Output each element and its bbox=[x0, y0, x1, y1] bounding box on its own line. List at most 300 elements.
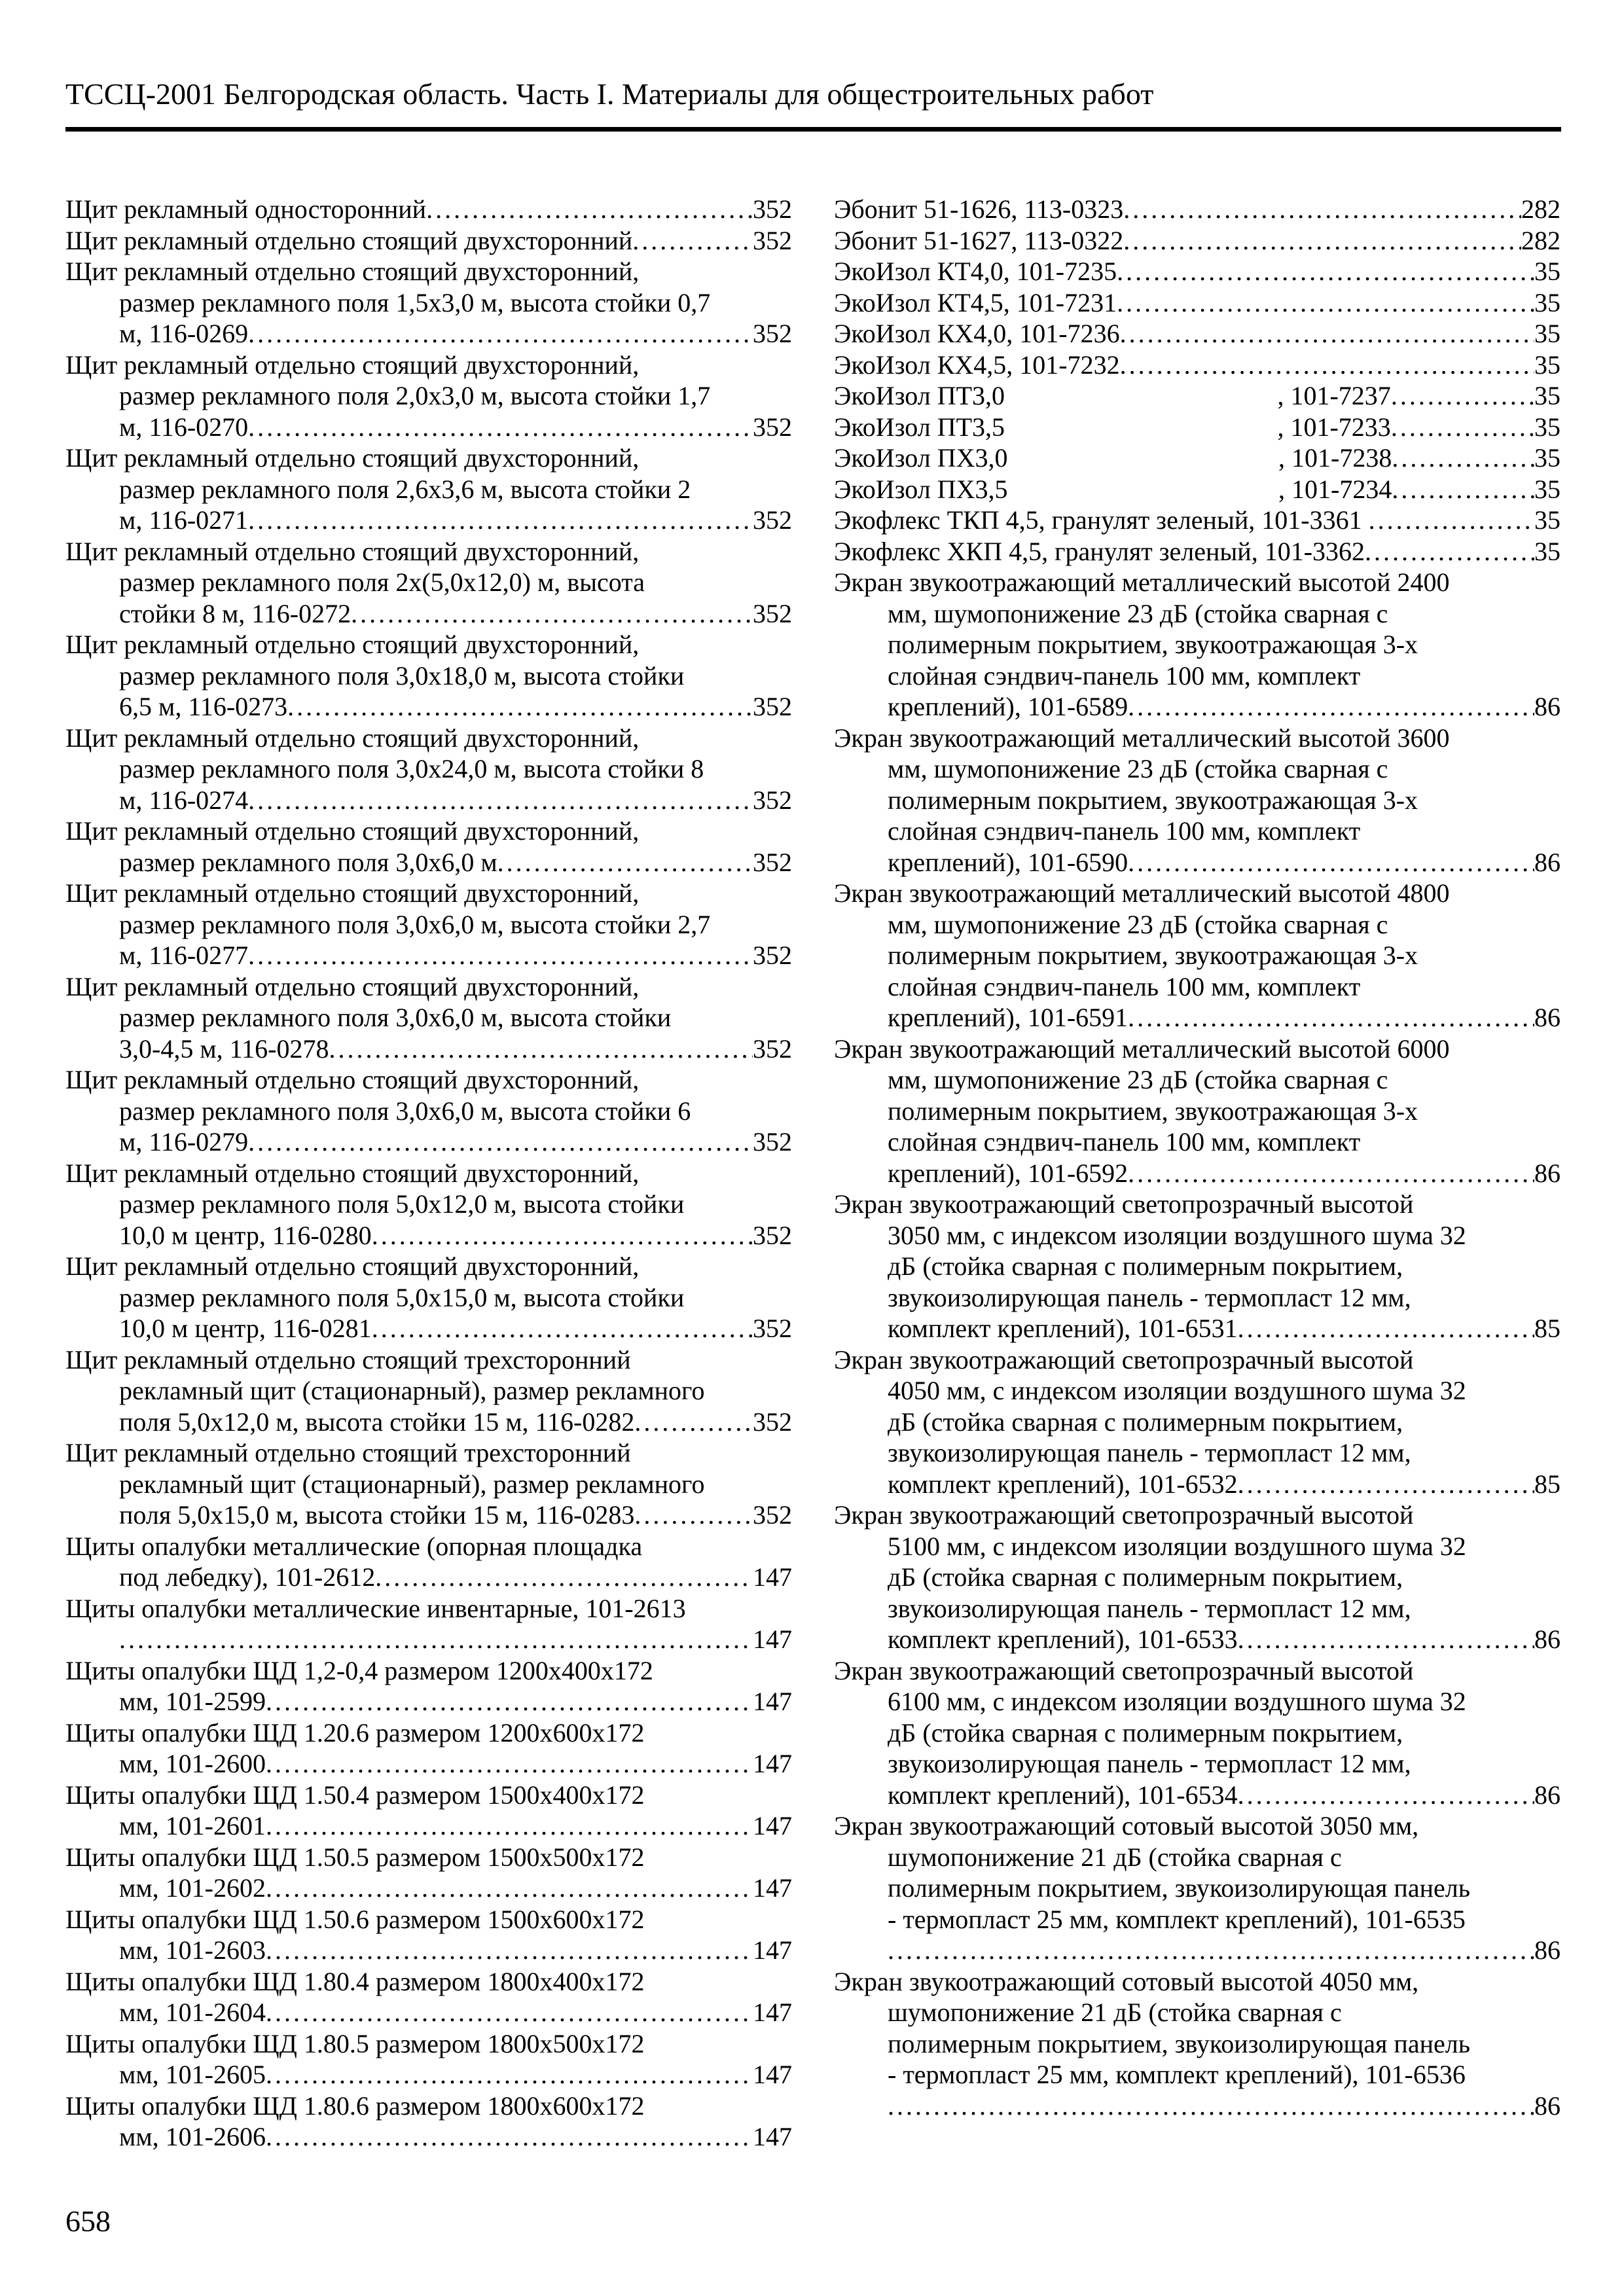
toc-entry-text: Эбонит 51-1627, 113-0322 bbox=[834, 225, 1124, 255]
toc-line bbox=[834, 225, 1561, 257]
toc-line bbox=[65, 1873, 792, 1904]
toc-line bbox=[834, 567, 1561, 598]
toc-entry-text: ЭкоИзол КХ4,0, 101-7236 bbox=[834, 319, 1120, 348]
toc-line bbox=[834, 629, 1561, 660]
toc-line bbox=[65, 1593, 792, 1624]
toc-entry-text: Щит рекламный отдельно стоящий двухсторонний, bbox=[65, 723, 640, 753]
toc-line bbox=[65, 1748, 792, 1780]
dot-leader bbox=[287, 691, 753, 723]
toc-entry bbox=[65, 256, 792, 350]
dot-leader bbox=[1238, 1624, 1534, 1655]
dot-leader bbox=[888, 1935, 1534, 1966]
dot-leader bbox=[1117, 256, 1534, 287]
toc-entry-text: Щиты опалубки ЩД 1.50.5 размером 1500х500х172 bbox=[65, 1842, 645, 1872]
toc-entry-text: ЭкоИзол КТ4,5, 101-7231 bbox=[834, 287, 1117, 317]
toc-line bbox=[65, 1780, 792, 1811]
toc-line bbox=[834, 1562, 1561, 1593]
toc-entry-text: Экран звукоотражающий светопрозрачный высотой bbox=[834, 1655, 1414, 1685]
page-ref: 35 bbox=[1534, 287, 1561, 317]
toc-line bbox=[65, 971, 792, 1003]
toc-entry-text: размер рекламного поля 3,0х24,0 м, высота стойки 8 bbox=[119, 754, 704, 783]
toc-line bbox=[65, 723, 792, 754]
toc-entry-text: мм, шумопонижение 23 дБ (стойка сварная с bbox=[888, 909, 1388, 939]
toc-line bbox=[834, 1997, 1561, 2028]
toc-line bbox=[65, 442, 792, 474]
toc-entry-text: 6100 мм, с индексом изоляции воздушного шума 32 bbox=[888, 1687, 1466, 1716]
toc-entry bbox=[65, 1966, 792, 2028]
dot-leader bbox=[248, 1126, 753, 1158]
toc-entry-text: рекламный щит (стационарный), размер рекламного bbox=[119, 1469, 705, 1499]
toc-entry-text: слойная сэндвич-панель 100 мм, комплект bbox=[888, 971, 1361, 1001]
toc-line bbox=[834, 412, 1561, 443]
toc-entry bbox=[65, 1344, 792, 1438]
dot-leader bbox=[1369, 505, 1534, 536]
page-ref: 85 bbox=[1534, 1469, 1561, 1499]
toc-entry-text: мм, 101-2601 bbox=[119, 1811, 266, 1840]
toc-entry-text: размер рекламного поля 3,0х6,0 м, высота стойки bbox=[119, 1003, 672, 1032]
toc-entry-text: Щит рекламный отдельно стоящий трехсторонний bbox=[65, 1344, 631, 1374]
toc-entry-text: м, 116-0274 bbox=[119, 785, 249, 815]
toc-line bbox=[834, 1282, 1561, 1314]
toc-line bbox=[65, 350, 792, 381]
toc-line bbox=[834, 256, 1561, 287]
toc-line bbox=[834, 940, 1561, 971]
toc-line bbox=[834, 1593, 1561, 1624]
page-ref: 352 bbox=[753, 941, 792, 970]
toc-entry-text: Щит рекламный отдельно стоящий двухсторонний, bbox=[65, 878, 640, 908]
toc-entry-text: Щиты опалубки ЩД 1.80.6 размером 1800х600х172 bbox=[65, 2090, 645, 2121]
toc-entry bbox=[65, 1531, 792, 1593]
toc-entry-text: мм, шумопонижение 23 дБ (стойка сварная с bbox=[888, 1065, 1388, 1094]
toc-entry bbox=[65, 878, 792, 971]
page-ref: 147 bbox=[753, 2122, 792, 2151]
toc-entry-text: Экофлекс ХКП 4,5, гранулят зеленый, 101-3362 bbox=[834, 536, 1365, 566]
toc-entry bbox=[65, 225, 792, 257]
toc-line bbox=[65, 1375, 792, 1407]
page-ref: 86 bbox=[1534, 1003, 1561, 1032]
toc-entry bbox=[65, 723, 792, 816]
toc-entry bbox=[65, 1717, 792, 1780]
toc-entry-text: 3050 мм, с индексом изоляции воздушного шума 32 bbox=[888, 1220, 1466, 1250]
toc-line bbox=[65, 1810, 792, 1842]
toc-entry-text: дБ (стойка сварная с полимерным покрытием, bbox=[888, 1562, 1403, 1592]
page-ref: 86 bbox=[1534, 847, 1561, 877]
toc-line bbox=[834, 909, 1561, 941]
toc-entry-text: размер рекламного поля 2х(5,0х12,0) м, высота bbox=[119, 567, 645, 597]
toc-entry-text: ЭкоИзол ПТ3,5 bbox=[834, 412, 1005, 442]
page-ref: 282 bbox=[1521, 225, 1561, 255]
toc-entry-text: мм, шумопонижение 23 дБ (стойка сварная с bbox=[888, 598, 1388, 628]
toc-line bbox=[65, 225, 792, 257]
toc-entry bbox=[834, 1344, 1561, 1500]
toc-line bbox=[65, 1904, 792, 1935]
toc-entry bbox=[834, 1966, 1561, 2122]
toc-line bbox=[834, 1220, 1561, 1251]
toc-entry-text: Щит рекламный односторонний bbox=[65, 194, 427, 224]
toc-line bbox=[65, 753, 792, 785]
dot-leader bbox=[1128, 847, 1534, 878]
toc-line bbox=[65, 816, 792, 847]
toc-entry bbox=[65, 350, 792, 443]
toc-line bbox=[834, 1499, 1561, 1531]
dot-leader bbox=[1238, 1313, 1534, 1344]
toc-entry-text: дБ (стойка сварная с полимерным покрытием, bbox=[888, 1251, 1403, 1281]
toc-entry bbox=[65, 1904, 792, 1966]
toc-entry bbox=[834, 380, 1561, 412]
toc-line bbox=[65, 691, 792, 723]
page-ref: 86 bbox=[1534, 1158, 1561, 1188]
dot-leader bbox=[1128, 691, 1534, 723]
dot-leader bbox=[426, 194, 753, 225]
header-title: ТССЦ-2001 Белгородская область. Часть I. Материалы для общестроительных работ bbox=[65, 77, 1154, 111]
page-ref: 35 bbox=[1534, 350, 1561, 380]
dot-leader bbox=[266, 2059, 753, 2090]
dot-leader bbox=[119, 1624, 753, 1655]
toc-entry-text: Экран звукоотражающий светопрозрачный высотой bbox=[834, 1189, 1414, 1219]
dot-leader bbox=[1391, 412, 1534, 443]
dot-leader bbox=[1123, 225, 1521, 257]
toc-entry-text: креплений), 101-6592 bbox=[888, 1158, 1128, 1188]
toc-line bbox=[65, 2028, 792, 2060]
toc-entry bbox=[834, 318, 1561, 350]
toc-entry-text: Экран звукоотражающий металлический высотой 4800 bbox=[834, 878, 1450, 908]
toc-line bbox=[834, 1531, 1561, 1562]
toc-entry-text: размер рекламного поля 5,0х12,0 м, высота стойки bbox=[119, 1189, 685, 1219]
toc-line bbox=[834, 536, 1561, 567]
page-ref: 147 bbox=[753, 1998, 792, 2027]
toc-entry-text: 3,0-4,5 м, 116-0278 bbox=[119, 1033, 329, 1064]
toc-line bbox=[65, 1344, 792, 1376]
toc-entry-text: полимерным покрытием, звукоизолирующая панель bbox=[888, 2028, 1470, 2058]
dot-leader bbox=[1392, 474, 1534, 505]
toc-line bbox=[65, 505, 792, 536]
toc-entry-text: Щит рекламный отдельно стоящий двухсторонний, bbox=[65, 1158, 640, 1188]
page-ref: 352 bbox=[753, 194, 792, 224]
toc-entry bbox=[65, 971, 792, 1065]
toc-line bbox=[834, 1686, 1561, 1717]
toc-entry bbox=[65, 816, 792, 878]
toc-entry bbox=[834, 505, 1561, 536]
toc-entry bbox=[65, 2028, 792, 2090]
toc-line bbox=[65, 1096, 792, 1127]
page-ref: 147 bbox=[753, 1687, 792, 1716]
page-ref: 86 bbox=[1534, 692, 1561, 721]
toc-entry-text: размер рекламного поля 5,0х15,0 м, высота стойки bbox=[119, 1282, 685, 1312]
toc-line bbox=[834, 1096, 1561, 1127]
toc-entry-text: звукоизолирующая панель - термопласт 12 мм, bbox=[888, 1749, 1411, 1778]
toc-entry bbox=[65, 536, 792, 630]
toc-entry-text: стойки 8 м, 116-0272 bbox=[119, 598, 352, 628]
page-ref: 147 bbox=[753, 1562, 792, 1592]
toc-line bbox=[65, 1437, 792, 1469]
toc-entry-text: мм, шумопонижение 23 дБ (стойка сварная с bbox=[888, 754, 1388, 783]
toc-column-left bbox=[65, 194, 792, 2153]
toc-line bbox=[65, 567, 792, 598]
page-ref: 282 bbox=[1521, 194, 1561, 224]
dot-leader bbox=[1128, 1002, 1534, 1033]
dot-leader bbox=[266, 1748, 753, 1780]
toc-entry bbox=[834, 225, 1561, 257]
toc-entry-text: полимерным покрытием, звукоотражающая 3-х bbox=[888, 941, 1418, 970]
toc-entry-text: Щит рекламный отдельно стоящий двухсторонний, bbox=[65, 630, 640, 659]
toc-line bbox=[834, 380, 1561, 412]
page-ref: 352 bbox=[753, 1500, 792, 1530]
toc-entry bbox=[834, 536, 1561, 567]
dot-leader bbox=[266, 1686, 753, 1717]
toc-entry bbox=[65, 2090, 792, 2153]
toc-entry-text: 6,5 м, 116-0273 bbox=[119, 692, 288, 721]
toc-line bbox=[65, 1469, 792, 1500]
toc-line bbox=[65, 1655, 792, 1687]
toc-entry-text: поля 5,0х15,0 м, высота стойки 15 м, 116-0283 bbox=[119, 1500, 635, 1530]
toc-line bbox=[834, 1033, 1561, 1065]
toc-entry-text: ЭкоИзол КТ4,0, 101-7235 bbox=[834, 257, 1117, 286]
toc-entry-text: мм, 101-2603 bbox=[119, 1935, 266, 1965]
toc-entry-text: слойная сэндвич-панель 100 мм, комплект bbox=[888, 816, 1361, 846]
toc-entry-text: мм, 101-2606 bbox=[119, 2122, 266, 2151]
page-ref: 352 bbox=[753, 225, 792, 255]
dot-leader bbox=[632, 225, 753, 257]
toc-line bbox=[834, 1717, 1561, 1749]
toc-entry-text: ЭкоИзол ПХ3,5 bbox=[834, 474, 1008, 504]
page-ref: 352 bbox=[753, 1407, 792, 1437]
toc-line bbox=[65, 909, 792, 941]
toc-line bbox=[834, 1655, 1561, 1687]
toc-entry bbox=[834, 412, 1561, 443]
dot-leader bbox=[248, 940, 753, 971]
toc-entry-text: ЭкоИзол КХ4,5, 101-7232 bbox=[834, 350, 1120, 380]
toc-line bbox=[834, 474, 1561, 505]
toc-entry-text: комплект креплений), 101-6532 bbox=[888, 1469, 1238, 1499]
page-ref: 85 bbox=[1534, 1314, 1561, 1343]
toc-line bbox=[65, 1158, 792, 1189]
toc-entry-text: под лебедку), 101-2612 bbox=[119, 1562, 376, 1592]
toc-entry-text: Экран звукоотражающий металлический высотой 6000 bbox=[834, 1033, 1450, 1064]
toc-entry-text: слойная сэндвич-панель 100 мм, комплект bbox=[888, 660, 1361, 691]
toc-line bbox=[65, 1064, 792, 1096]
dot-leader bbox=[329, 1033, 753, 1065]
page-ref: 86 bbox=[1534, 1935, 1561, 1965]
toc-entry bbox=[834, 474, 1561, 505]
toc-line bbox=[65, 536, 792, 567]
dot-leader bbox=[634, 1407, 753, 1438]
toc-line bbox=[834, 847, 1561, 878]
toc-columns bbox=[65, 194, 1561, 2153]
toc-line bbox=[65, 940, 792, 971]
page-ref: 35 bbox=[1534, 257, 1561, 286]
toc-entry-text: Щиты опалубки ЩД 1.20.6 размером 1200х600х172 bbox=[65, 1717, 645, 1748]
toc-entry-text: шумопонижение 21 дБ (стойка сварная с bbox=[888, 1842, 1342, 1872]
toc-line bbox=[65, 660, 792, 692]
page-ref: 352 bbox=[753, 412, 792, 442]
toc-entry-text: Щиты опалубки ЩД 1.50.6 размером 1500х600х172 bbox=[65, 1904, 645, 1934]
toc-line bbox=[65, 1562, 792, 1593]
toc-line bbox=[834, 2028, 1561, 2060]
toc-entry-text: 5100 мм, с индексом изоляции воздушного шума 32 bbox=[888, 1531, 1466, 1561]
page-ref: 352 bbox=[753, 785, 792, 815]
toc-line bbox=[65, 878, 792, 909]
toc-entry-text: мм, 101-2600 bbox=[119, 1749, 266, 1778]
toc-entry-text: Щит рекламный отдельно стоящий двухсторонний, bbox=[65, 443, 640, 473]
toc-line bbox=[65, 1686, 792, 1717]
dot-leader bbox=[266, 1997, 753, 2028]
page-ref: 86 bbox=[1534, 1624, 1561, 1654]
toc-line bbox=[834, 194, 1561, 225]
toc-entry-text: - термопласт 25 мм, комплект креплений), 101-6536 bbox=[888, 2060, 1466, 2089]
dot-leader bbox=[634, 1499, 753, 1531]
toc-line bbox=[65, 287, 792, 319]
toc-entry-text: 10,0 м центр, 116-0281 bbox=[119, 1314, 372, 1343]
dot-leader bbox=[1392, 442, 1534, 474]
toc-line bbox=[65, 1002, 792, 1033]
toc-entry-text: слойная сэндвич-панель 100 мм, комплект bbox=[888, 1127, 1361, 1157]
toc-line bbox=[834, 1842, 1561, 1873]
toc-entry bbox=[834, 350, 1561, 381]
toc-line bbox=[65, 785, 792, 816]
toc-entry-text: м, 116-0277 bbox=[119, 941, 249, 970]
dot-leader bbox=[248, 412, 753, 443]
toc-line bbox=[65, 1499, 792, 1531]
dot-leader bbox=[1120, 318, 1534, 350]
toc-line bbox=[834, 1407, 1561, 1438]
toc-entry bbox=[834, 194, 1561, 225]
toc-entry bbox=[65, 1655, 792, 1717]
toc-line bbox=[834, 1375, 1561, 1407]
toc-line bbox=[65, 1997, 792, 2028]
dot-leader bbox=[497, 847, 753, 878]
toc-entry-text: размер рекламного поля 1,5х3,0 м, высота стойки 0,7 bbox=[119, 287, 711, 317]
toc-entry-text: Щит рекламный отдельно стоящий двухсторонний, bbox=[65, 1251, 640, 1281]
toc-entry-text: дБ (стойка сварная с полимерным покрытием, bbox=[888, 1717, 1403, 1748]
dot-leader bbox=[1238, 1780, 1534, 1811]
toc-column-right bbox=[834, 194, 1561, 2153]
page-ref: 352 bbox=[753, 847, 792, 877]
dot-leader bbox=[1120, 350, 1534, 381]
toc-entry bbox=[65, 1158, 792, 1251]
dot-leader bbox=[266, 1935, 753, 1966]
page-ref: 86 bbox=[1534, 2090, 1561, 2121]
dot-leader bbox=[372, 1220, 753, 1251]
toc-line bbox=[834, 785, 1561, 816]
toc-line bbox=[65, 1033, 792, 1065]
toc-line bbox=[834, 1344, 1561, 1376]
toc-line bbox=[834, 1935, 1561, 1966]
toc-entry-text: полимерным покрытием, звукоотражающая 3-х bbox=[888, 1096, 1418, 1126]
toc-entry-text: Экофлекс ТКП 4,5, гранулят зеленый, 101-3361 bbox=[834, 505, 1369, 535]
toc-entry-text: Экран звукоотражающий светопрозрачный высотой bbox=[834, 1344, 1414, 1374]
toc-entry-text: полимерным покрытием, звукоотражающая 3-х bbox=[888, 630, 1418, 659]
toc-line bbox=[834, 598, 1561, 630]
toc-entry-text: креплений), 101-6589 bbox=[888, 692, 1128, 721]
toc-entry bbox=[65, 629, 792, 723]
toc-entry-code: , 101-7233 bbox=[1277, 412, 1391, 442]
toc-line bbox=[834, 1126, 1561, 1158]
toc-line bbox=[65, 1313, 792, 1344]
dot-leader bbox=[372, 1313, 753, 1344]
toc-line bbox=[834, 1064, 1561, 1096]
toc-entry-text: Экран звукоотражающий сотовый высотой 4050 мм, bbox=[834, 1966, 1419, 1996]
toc-line bbox=[834, 350, 1561, 381]
page-ref: 352 bbox=[753, 598, 792, 628]
toc-line bbox=[834, 318, 1561, 350]
toc-line bbox=[834, 1002, 1561, 1033]
toc-entry-text: Щит рекламный отдельно стоящий двухсторонний, bbox=[65, 536, 640, 566]
toc-line bbox=[834, 1748, 1561, 1780]
toc-line bbox=[834, 1904, 1561, 1935]
page-ref: 352 bbox=[753, 319, 792, 348]
toc-entry-text: мм, 101-2604 bbox=[119, 1998, 266, 2027]
toc-line bbox=[834, 1624, 1561, 1655]
toc-entry-text: размер рекламного поля 3,0х6,0 м, высота стойки 6 bbox=[119, 1096, 691, 1126]
toc-entry-text: полимерным покрытием, звукоизолирующая панель bbox=[888, 1873, 1470, 1903]
toc-line bbox=[65, 318, 792, 350]
toc-line bbox=[834, 1966, 1561, 1998]
toc-entry-text: размер рекламного поля 3,0х18,0 м, высота стойки bbox=[119, 660, 685, 691]
toc-line bbox=[65, 847, 792, 878]
toc-entry-text: м, 116-0269 bbox=[119, 319, 249, 348]
toc-line bbox=[65, 380, 792, 412]
dot-leader bbox=[1365, 536, 1534, 567]
dot-leader bbox=[1123, 194, 1521, 225]
toc-entry-text: м, 116-0270 bbox=[119, 412, 249, 442]
toc-line bbox=[834, 691, 1561, 723]
toc-line bbox=[834, 505, 1561, 536]
toc-entry-text: дБ (стойка сварная с полимерным покрытием, bbox=[888, 1407, 1403, 1437]
toc-entry-text: 4050 мм, с индексом изоляции воздушного шума 32 bbox=[888, 1376, 1466, 1405]
page-ref: 35 bbox=[1534, 505, 1561, 535]
dot-leader bbox=[248, 505, 753, 536]
toc-entry-text: Щит рекламный отдельно стоящий двухсторонний, bbox=[65, 816, 640, 846]
dot-leader bbox=[266, 1873, 753, 1904]
toc-line bbox=[65, 412, 792, 443]
toc-entry-code: , 101-7234 bbox=[1278, 474, 1392, 504]
toc-entry-text: Щит рекламный отдельно стоящий двухсторонний, bbox=[65, 971, 640, 1001]
page-ref: 35 bbox=[1534, 412, 1561, 442]
page-ref: 147 bbox=[753, 1935, 792, 1965]
page-number: 658 bbox=[65, 2204, 111, 2238]
toc-entry-text: размер рекламного поля 3,0х6,0 м, высота стойки 2,7 bbox=[119, 909, 711, 939]
toc-entry-text: Щиты опалубки ЩД 1,2-0,4 размером 1200х400х172 bbox=[65, 1655, 653, 1685]
toc-entry bbox=[834, 1499, 1561, 1655]
toc-entry-text: Щиты опалубки ЩД 1.80.4 размером 1800х400х172 bbox=[65, 1966, 645, 1996]
page-ref: 35 bbox=[1534, 381, 1561, 410]
toc-line bbox=[65, 1407, 792, 1438]
dot-leader bbox=[888, 2090, 1534, 2122]
toc-entry-text: Щиты опалубки ЩД 1.80.5 размером 1800х500х172 bbox=[65, 2028, 645, 2058]
page-ref: 352 bbox=[753, 505, 792, 535]
page-ref: 147 bbox=[753, 1873, 792, 1903]
toc-line bbox=[65, 1624, 792, 1655]
toc-line bbox=[834, 723, 1561, 754]
toc-line bbox=[65, 474, 792, 505]
toc-line bbox=[834, 1158, 1561, 1189]
toc-entry bbox=[65, 194, 792, 225]
toc-line bbox=[65, 256, 792, 287]
toc-entry-text: 10,0 м центр, 116-0280 bbox=[119, 1220, 372, 1250]
toc-entry-text: Экран звукоотражающий сотовый высотой 3050 мм, bbox=[834, 1811, 1419, 1840]
toc-entry-text: креплений), 101-6590 bbox=[888, 847, 1128, 877]
toc-entry bbox=[834, 287, 1561, 319]
toc-line bbox=[65, 1251, 792, 1282]
toc-entry bbox=[834, 1655, 1561, 1811]
toc-entry-text: - термопласт 25 мм, комплект креплений), 101-6535 bbox=[888, 1904, 1466, 1934]
toc-entry-text: Щиты опалубки металлические (опорная площадка bbox=[65, 1531, 643, 1561]
toc-entry bbox=[65, 1780, 792, 1842]
toc-entry bbox=[834, 878, 1561, 1033]
toc-entry-text: поля 5,0х12,0 м, высота стойки 15 м, 116-0282 bbox=[119, 1407, 635, 1437]
toc-entry-text: креплений), 101-6591 bbox=[888, 1003, 1128, 1032]
page-ref: 352 bbox=[753, 1127, 792, 1157]
